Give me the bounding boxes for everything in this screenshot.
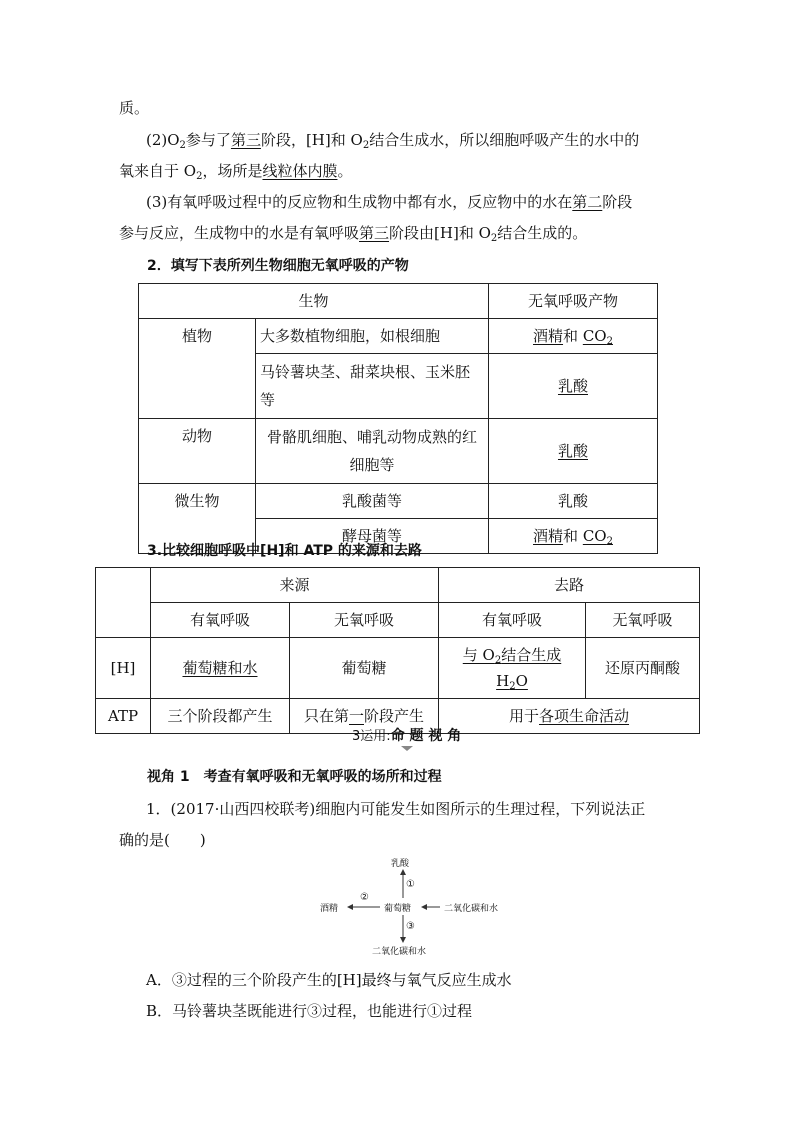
table-cell: 葡萄糖和水 <box>151 638 290 699</box>
row-label-plant: 植物 <box>139 319 256 419</box>
paragraph-2-line2: 氧来自于 $O_2$，场所是线粒体内膜。 <box>119 162 353 182</box>
question-1-line1: 1．(2017·山西四校联考)细胞内可能发生如图所示的生理过程，下列说法正 <box>146 800 646 818</box>
table-header-organism: 生物 <box>139 284 489 319</box>
section-2-heading: 2．填写下表所列生物细胞无氧呼吸的产物 <box>147 258 409 274</box>
row-label-microbe: 微生物 <box>139 484 256 554</box>
option-a: A．③过程的三个阶段产生的[H]最终与氧气反应生成水 <box>146 971 512 989</box>
paragraph-2-line1: $(2)O_2$参与了第三阶段，[H]和 $O_2$结合生成水，所以细胞呼吸产生的水中的 <box>146 131 640 151</box>
table-cell: 骨骼肌细胞、哺乳动物成熟的红 细胞等 <box>256 419 489 484</box>
table-cell: 只在第一阶段产生 <box>290 699 439 734</box>
table-header-destination: 去路 <box>439 568 700 603</box>
table-header-source: 来源 <box>151 568 439 603</box>
section-banner: 3运用:命 题 视 角 <box>352 725 461 751</box>
paragraph-3-line2: 参与反应，生成物中的水是有氧呼吸第三阶段由[H]和 $O_2$结合生成的。 <box>119 224 588 244</box>
table-cell: 葡萄糖 <box>290 638 439 699</box>
table-cell: 大多数植物细胞，如根细胞 <box>256 319 489 354</box>
table-cell: 乳酸 <box>489 419 658 484</box>
table-cell: 酒精和 $CO_2$ <box>489 519 658 554</box>
table-subheader: 无氧呼吸 <box>290 603 439 638</box>
option-b: B．马铃薯块茎既能进行③过程，也能进行①过程 <box>146 1002 473 1020</box>
paragraph-3-line1: (3)有氧呼吸过程中的反应物和生成物中都有水，反应物中的水在第二阶段 <box>146 193 633 211</box>
text-line: 质。 <box>119 99 150 117</box>
respiration-diagram <box>310 850 510 960</box>
diagram-ethanol: 酒精 <box>320 904 339 914</box>
table-cell: 用于各项生命活动 <box>439 699 700 734</box>
row-label-h: [H] <box>96 638 151 699</box>
table-subheader: 无氧呼吸 <box>586 603 700 638</box>
row-label-animal: 动物 <box>139 419 256 484</box>
row-label-atp: ATP <box>96 699 151 734</box>
table-subheader: 有氧呼吸 <box>439 603 586 638</box>
table-subheader: 有氧呼吸 <box>151 603 290 638</box>
diagram-number-3: ③ <box>406 921 415 932</box>
table-cell: 还原丙酮酸 <box>586 638 700 699</box>
table-cell: 马铃薯块茎、甜菜块根、玉米胚 等 <box>256 354 489 419</box>
h-atp-table <box>95 567 700 734</box>
diagram-co2-water-bottom: 二氧化碳和水 <box>372 947 427 957</box>
table-cell: 乳酸菌等 <box>256 484 489 519</box>
diagram-number-1: ① <box>406 879 415 890</box>
question-1-line2: 确的是( ) <box>119 831 206 849</box>
table-corner <box>96 568 151 638</box>
table-cell: 酵母菌等 <box>256 519 489 554</box>
diagram-co2-water-right: 二氧化碳和水 <box>444 904 499 914</box>
diagram-glucose: 葡萄糖 <box>384 904 412 914</box>
anaerobic-products-table <box>138 283 658 554</box>
table-cell: 乳酸 <box>489 354 658 419</box>
diagram-number-2: ② <box>360 892 369 903</box>
table-cell: 乳酸 <box>489 484 658 519</box>
diagram-lactate: 乳酸 <box>391 859 410 869</box>
table-cell: 三个阶段都产生 <box>151 699 290 734</box>
table-cell: 酒精和 $CO_2$ <box>489 319 658 354</box>
view-1-heading: 视角 1 考查有氧呼吸和无氧呼吸的场所和过程 <box>147 769 442 785</box>
banner-arrow-icon <box>401 746 413 751</box>
section-3-heading: 3.比较细胞呼吸中[H]和 ATP 的来源和去路 <box>147 543 422 559</box>
table-cell: 与 $O_2$结合生成 $H_2O$ <box>439 638 586 699</box>
table-header-product: 无氧呼吸产物 <box>489 284 658 319</box>
